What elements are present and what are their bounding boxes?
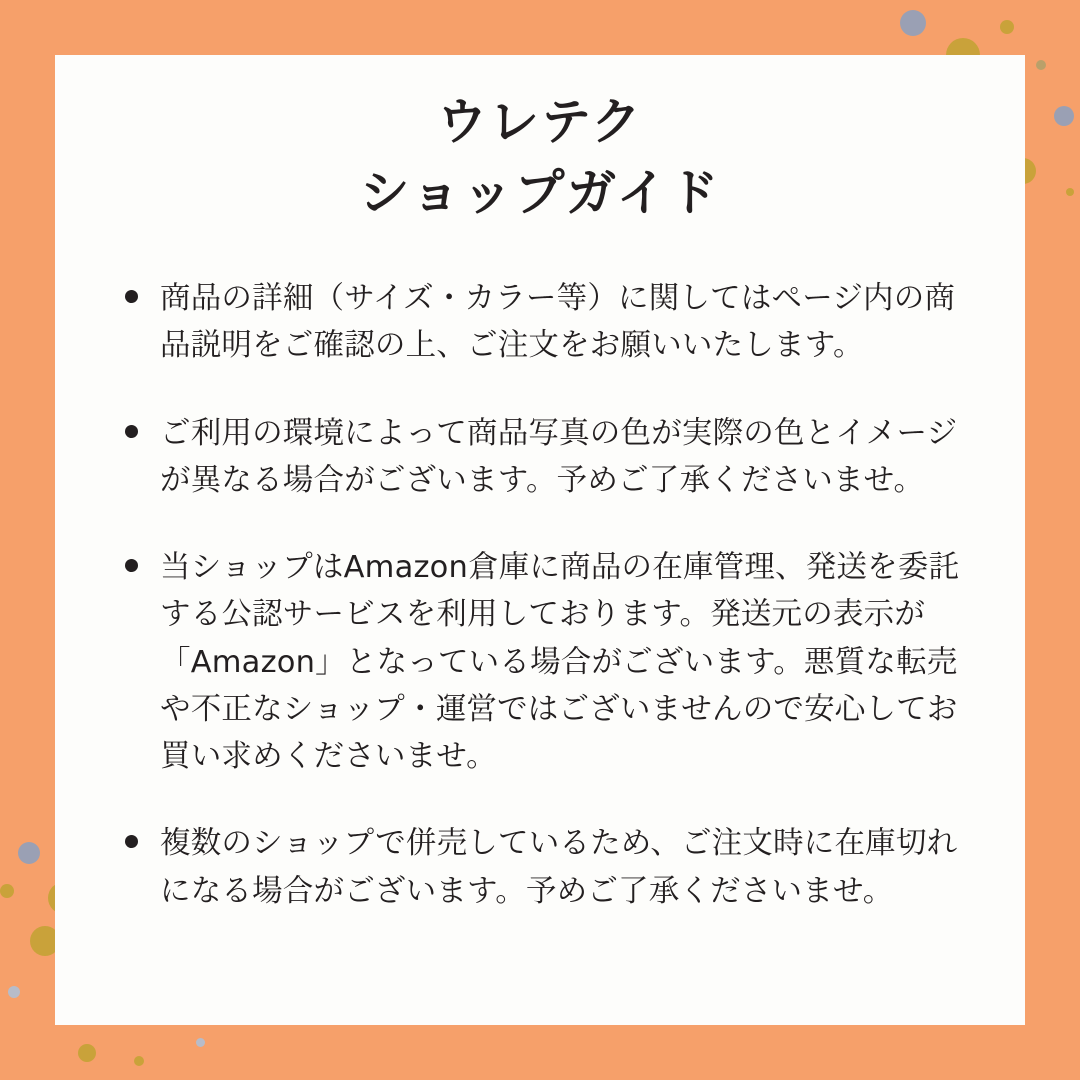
confetti-dot bbox=[78, 1044, 96, 1062]
confetti-dot bbox=[1036, 60, 1046, 70]
confetti-dot bbox=[1066, 188, 1074, 196]
confetti-dot bbox=[196, 1038, 205, 1047]
confetti-dot bbox=[0, 884, 14, 898]
list-item bbox=[125, 275, 970, 370]
list-item-text: 商品の詳細（サイズ・カラー等）に関してはページ内の商品説明をご確認の上、ご注文をお願いいたします。 bbox=[160, 281, 956, 364]
confetti-dot bbox=[1000, 20, 1014, 34]
bullet-dot-icon bbox=[125, 835, 138, 848]
bullet-dot-icon bbox=[125, 425, 138, 438]
confetti-dot bbox=[1054, 106, 1074, 126]
guide-card bbox=[55, 55, 1025, 1025]
list-item bbox=[125, 820, 970, 915]
list-item bbox=[125, 544, 970, 780]
confetti-dot bbox=[8, 986, 20, 998]
confetti-dot bbox=[134, 1056, 144, 1066]
guide-bullet-list bbox=[125, 275, 970, 955]
bullet-dot-icon bbox=[125, 559, 138, 572]
list-item-text: 当ショップはAmazon倉庫に商品の在庫管理、発送を委託する公認サービスを利用しております。発送元の表示が「Amazon」となっている場合がございます。悪質な転売や不正なショップ・運営ではございませんので安心してお買い求めくださいませ。 bbox=[160, 550, 960, 775]
list-item bbox=[125, 410, 970, 505]
list-item-text: 複数のショップで併売しているため、ご注文時に在庫切れになる場合がございます。予めご了承くださいませ。 bbox=[160, 826, 958, 909]
page-title bbox=[55, 55, 1025, 229]
title-line-1: ウレテク bbox=[437, 93, 643, 151]
confetti-dot bbox=[18, 842, 40, 864]
title-line-2: ショップガイド bbox=[359, 164, 721, 222]
list-item-text: ご利用の環境によって商品写真の色が実際の色とイメージが異なる場合がございます。予めご了承くださいませ。 bbox=[160, 415, 958, 498]
bullet-dot-icon bbox=[125, 290, 138, 303]
confetti-dot bbox=[900, 10, 926, 36]
